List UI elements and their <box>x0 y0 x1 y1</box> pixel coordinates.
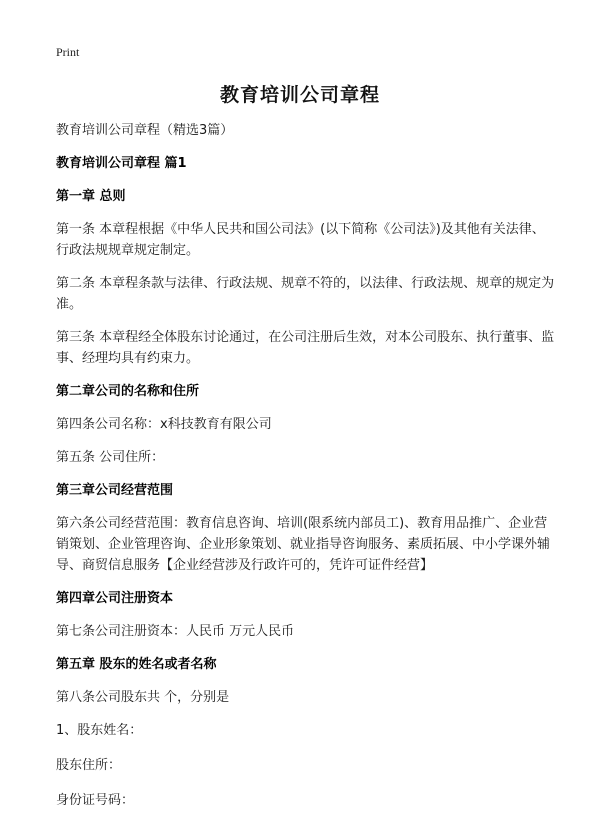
id-number-field: 身份证号码： <box>56 793 135 808</box>
article-3: 第三条 本章程经全体股东讨论通过，在公司注册后生效，对本公司股东、执行董事、监事、经理均具有约束力。 <box>56 330 555 366</box>
shareholder-name-field: 1、股东姓名： <box>56 723 143 738</box>
chapter-5-heading: 第五章 股东的姓名或者名称 <box>56 657 217 672</box>
article-6: 第六条公司经营范围：教育信息咨询、培训(限系统内部员工)、教育用品推广、企业营销策划、企业管理咨询、企业形象策划、就业指导咨询服务、素质拓展、中小学课外辅导、商贸信息服务【企业经营涉及行政许可的，凭许可证件经营】 <box>56 516 551 573</box>
section-title: 教育培训公司章程 篇1 <box>56 156 187 171</box>
article-2: 第二条 本章程条款与法律、行政法规、规章不符的，以法律、行政法规、规章的规定为准。 <box>56 276 555 312</box>
chapter-4-heading: 第四章公司注册资本 <box>56 591 174 606</box>
document-subtitle: 教育培训公司章程（精选3篇） <box>56 123 234 138</box>
article-4: 第四条公司名称：x科技教育有限公司 <box>56 417 272 432</box>
article-1: 第一条 本章程根据《中华人民共和国公司法》(以下简称《公司法》)及其他有关法律、行政法规规章规定制定。 <box>56 222 545 258</box>
document-title: 教育培训公司章程 <box>219 84 380 106</box>
chapter-1-heading: 第一章 总则 <box>56 189 126 204</box>
shareholder-address-field: 股东住所： <box>56 758 122 773</box>
article-8: 第八条公司股东共 个，分别是 <box>56 690 230 705</box>
print-label[interactable]: Print <box>56 45 80 59</box>
article-5: 第五条 公司住所： <box>56 450 165 465</box>
document-body <box>56 120 556 825</box>
chapter-3-heading: 第三章公司经营范围 <box>56 483 174 498</box>
chapter-2-heading: 第二章公司的名称和住所 <box>56 384 200 399</box>
article-7: 第七条公司注册资本：人民币 万元人民币 <box>56 624 295 639</box>
